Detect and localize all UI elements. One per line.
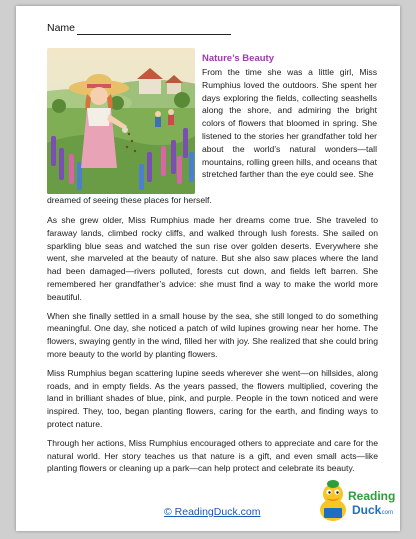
- logo-text-reading: Reading: [348, 489, 396, 503]
- story-paragraph-5: Through her actions, Miss Rumphius encouraged others to appreciate and care for the natural world. Her story teaches us that nature is a gift, and even small acts—like planting flowers or cleaning up a park—can help protect and celebrate its beauty.: [47, 437, 378, 474]
- name-input-line[interactable]: [77, 34, 231, 35]
- worksheet-page: [16, 6, 400, 531]
- story-body: [47, 214, 378, 481]
- logo-text-suffix: .com: [380, 510, 394, 516]
- name-label: Name: [47, 22, 76, 34]
- story-paragraph-3: When she finally settled in a small house by the sea, she still longed to do something meaningful. One day, she noticed a patch of wild lupines growing near her home. The flowers, swaying gently in the wind, filled her with joy. She realized that she could bring more beauty to the world by planting flowers.: [47, 310, 378, 359]
- story-paragraph-4: Miss Rumphius began scattering lupine seeds wherever she went—on hillsides, along roads, and in empty fields. As the years passed, the flowers multiplied, covering the land in brilliant shades of blue, pink, and purple. People in the town noticed and were inspired. They, too, began planting flowers, caring for the earth, and finding ways to protect nature.: [47, 367, 378, 429]
- story-illustration: [47, 48, 195, 194]
- reading-duck-logo[interactable]: [316, 476, 396, 526]
- copyright-link[interactable]: © ReadingDuck.com: [164, 506, 261, 518]
- story-paragraph-1-end: dreamed of seeing these places for herself.: [47, 195, 212, 205]
- story-paragraph-1-wrap: From the time she was a little girl, Miss Rumphius loved the outdoors. She spent her days exploring the fields, collecting seashells along the shore, and admiring the bright colors of flowers that bloomed in spring. She listened to the stories her grandfather told her about the world’s natural wonders—tall mountains, rolling green hills, and oceans that stretched farther than the eye could see. She: [202, 67, 377, 180]
- story-paragraph-2: As she grew older, Miss Rumphius made her dreams come true. She traveled to faraway lands, climbed rocky cliffs, and walked through lush forests. She sailed on sparkling blue seas and watched the sun rise over golden deserts. Everywhere she went, she marveled at the beauty of nature. But she also saw places where the land had been damaged—rivers polluted, forests cut down, and fields left barren. She remembered her grandfather’s advice: she must find a way to make the world more beautiful.: [47, 215, 378, 302]
- logo-text-duck: Duck: [352, 503, 382, 517]
- story-title: Nature’s Beauty: [202, 53, 274, 64]
